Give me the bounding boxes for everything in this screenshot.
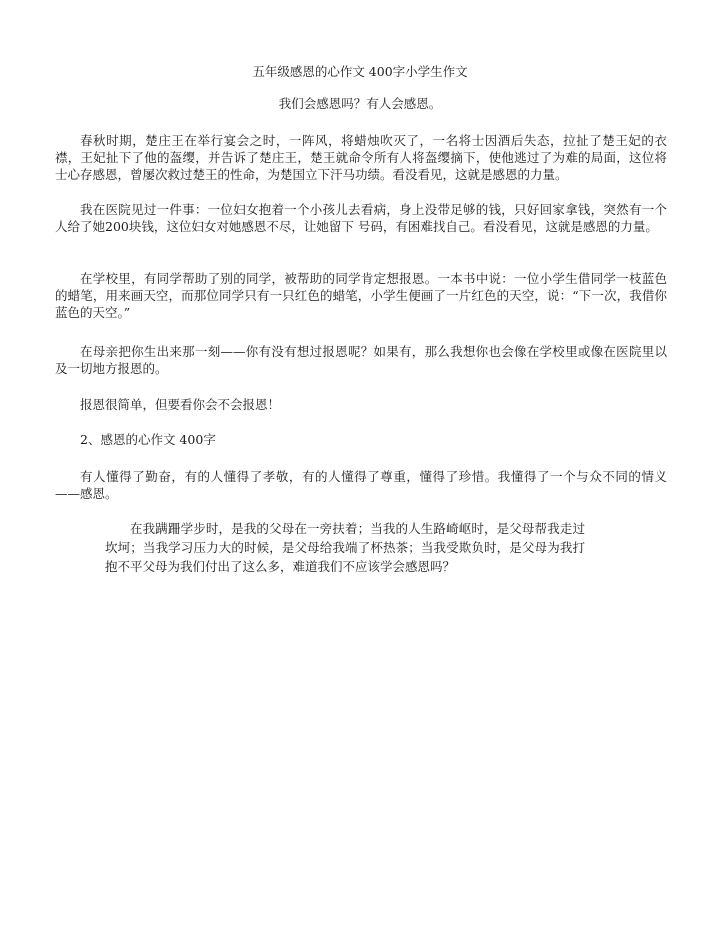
paragraph-4-text: 在母亲把你生出来那一刻——你有没有想过报恩呢？如果有，那么我想你也会像在学校里或像在医院里以及一切地方报恩的。 xyxy=(55,344,667,376)
quote-paragraph-text: 在我蹒跚学步时，是我的父母在一旁扶着；当我的人生路崎岖时，是父母帮我走过坎坷；当我学习压力大的时候，是父母给我端了杯热茶；当我受欺负时，是父母为我打抱不平父母为我们付出了这么多，难道我们不应该学会感恩吗？ xyxy=(105,521,585,574)
document-title: 五年级感恩的心作文 400字小学生作文 xyxy=(252,64,468,79)
paragraph-3 xyxy=(55,270,667,321)
paragraph-4 xyxy=(55,343,667,377)
paragraph-2-text: 我在医院见过一件事：一位妇女抱着一个小孩儿去看病，身上没带足够的钱，只好回家拿钱，突然有一个人给了她200块钱，这位妇女对她感恩不尽，让她留下 号码，有困难找自己。看没看见，这就是感恩的力量。 xyxy=(55,202,667,234)
section-paragraph-text: 有人懂得了勤奋，有的人懂得了孝敬，有的人懂得了尊重，懂得了珍惜。我懂得了一个与众不同的情义——感恩。 xyxy=(55,469,667,501)
section-paragraph xyxy=(55,468,667,502)
closing-line: 报恩很简单，但要看你会不会报恩！ xyxy=(80,397,281,412)
document-subtitle: 我们会感恩吗？有人会感恩。 xyxy=(278,96,442,111)
paragraph-2 xyxy=(55,201,667,235)
section-heading: 2、感恩的心作文 400字 xyxy=(80,432,216,447)
quote-paragraph xyxy=(105,519,585,576)
paragraph-3-text: 在学校里，有同学帮助了别的同学，被帮助的同学肯定想报恩。一本书中说：一位小学生借同学一枝蓝色的蜡笔，用来画天空，而那位同学只有一只红色的蜡笔，小学生便画了一片红色的天空，说：“下一次，我借你蓝色的天空。” xyxy=(55,271,667,320)
paragraph-1 xyxy=(55,132,667,183)
paragraph-1-text: 春秋时期，楚庄王在举行宴会之时，一阵风，将蜡烛吹灭了，一名将士因酒后失态，拉扯了楚王妃的衣襟，王妃扯下了他的盔缨，并告诉了楚庄王，楚王就命令所有人将盔缨摘下，使他逃过了为难的局面，这位将士心存感恩，曾屡次救过楚王的性命，为楚国立下汗马功绩。看没看见，这就是感恩的力量。 xyxy=(55,133,667,182)
